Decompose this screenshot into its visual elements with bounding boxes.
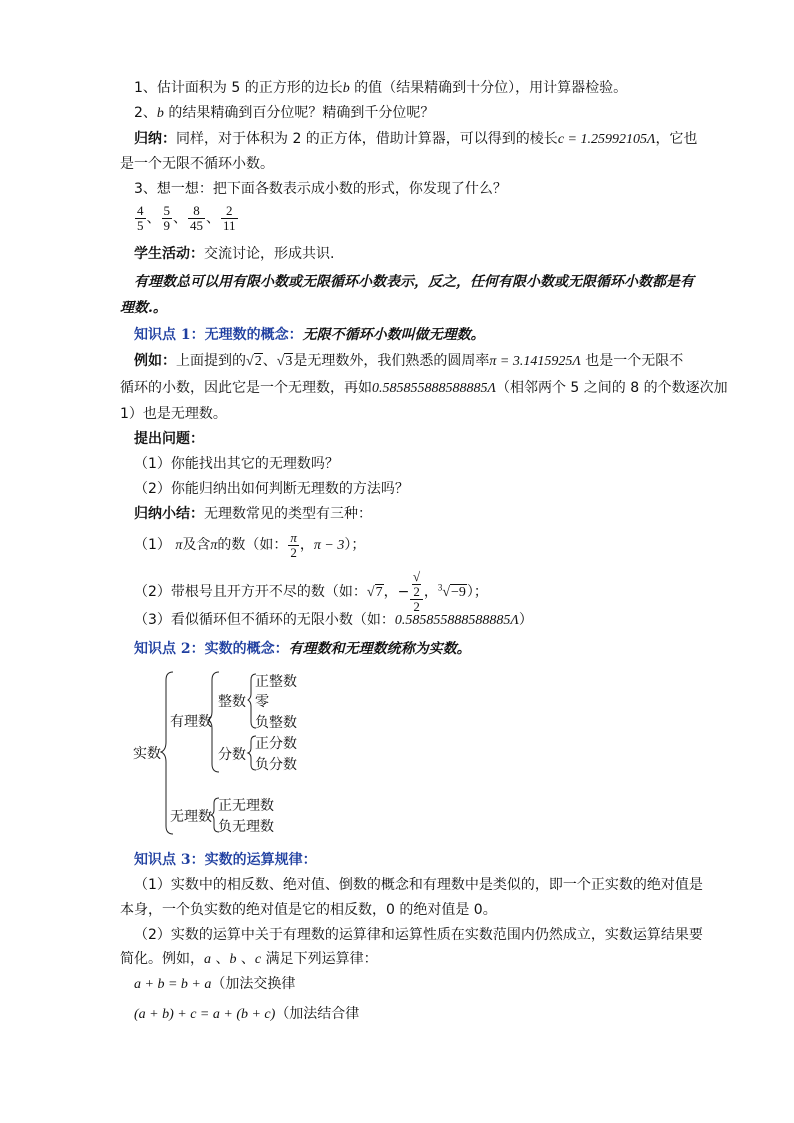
- example-line3: 1）也是无理数。: [120, 406, 227, 422]
- kp2-text: 有理数和无理数统称为实数。: [288, 641, 471, 657]
- questions-label-text: 提出问题：: [134, 431, 204, 447]
- pi-over-2-den: 2: [290, 544, 297, 560]
- tree-real-numbers: 实数: [133, 746, 161, 762]
- law-associative: [134, 1005, 359, 1024]
- example-line2-a: 循环的小数，因此它是一个无理数，再如: [120, 380, 372, 396]
- activity-text: 交流讨论，形成共识.: [204, 246, 335, 262]
- pi-over-2-num: π: [290, 529, 297, 545]
- tree-irrational: 无理数: [170, 809, 212, 825]
- separator: 、: [206, 210, 220, 227]
- question-method-text: （2）你能归纳出如何判断无理数的方法吗？: [134, 481, 409, 497]
- statement-line2: 理数.。: [120, 300, 167, 316]
- type3-text: （3）看似循环但不循环的无限小数（如：: [134, 612, 395, 628]
- fraction-1-den: 5: [137, 218, 144, 233]
- example-label: 例如：: [134, 353, 176, 369]
- q2-num: 2、: [134, 105, 157, 121]
- var-b: b: [156, 106, 164, 121]
- sqrt2-num: √ 2: [410, 570, 423, 600]
- rule-1-line2-text: 本身，一个负实数的绝对值是它的相反数，0 的绝对值是 0。: [120, 902, 497, 918]
- tree-positive-integer: 正整数: [255, 674, 297, 690]
- sqrt-3: √3: [276, 354, 293, 369]
- commutative-formula: a + b = b + a: [134, 977, 212, 992]
- type1-end: ）；: [344, 537, 366, 553]
- statement-line1: 有理数总可以用有限小数或无限循环小数表示，反之，任何有限小数或无限循环小数都是有: [134, 274, 694, 290]
- q1-text-a: 1、估计面积为 5 的正方形的边长: [134, 80, 343, 96]
- separator: 、: [173, 210, 187, 227]
- sqrt2-den: 2: [413, 599, 420, 614]
- type1-text-a: 及含: [182, 537, 211, 553]
- type2-end: ）；: [466, 584, 488, 600]
- cube-root-neg9: $^3$√−9: [437, 582, 466, 600]
- example-text-1: 上面提到的: [176, 353, 246, 369]
- comma: ，: [299, 537, 314, 553]
- tree-zero: 零: [255, 694, 269, 710]
- induction-label: 归纳：: [134, 131, 176, 147]
- q2-text: 的结果精确到百分位呢？精确到千分位呢？: [163, 105, 435, 121]
- sqrt2-radicand: 2: [413, 584, 420, 599]
- separator: 、: [146, 210, 161, 227]
- sqrt-2-radicand: 2: [254, 354, 262, 369]
- tree-positive-fraction: 正分数: [255, 736, 297, 752]
- kp1-label: 知识点 1：无理数的概念：: [134, 327, 303, 343]
- rule-2-line2: [120, 950, 378, 969]
- tree-negative-integer: 负整数: [255, 715, 297, 731]
- sqrt-2: √2: [246, 354, 262, 369]
- var-b: b: [342, 81, 350, 96]
- summary-label: 归纳小结：: [134, 506, 204, 522]
- rule-1-line2: [120, 901, 497, 919]
- example-text-4: 也是一个无限不: [580, 353, 684, 369]
- example-text-3: 是无理数外，我们熟悉的圆周率: [293, 353, 490, 369]
- pi-symbol: π: [175, 538, 183, 553]
- sqrt-7: √7: [366, 585, 383, 600]
- kp3-label: 知识点 3：实数的运算规律：: [134, 852, 317, 868]
- rule-2: [134, 926, 703, 944]
- fraction-3-den: 45: [190, 218, 203, 233]
- sqrt-7-radicand: 7: [375, 585, 383, 600]
- law-commutative: [134, 975, 295, 994]
- summary-text: 无理数常见的类型有三种：: [204, 506, 372, 522]
- type2-neg: ，−: [383, 584, 410, 600]
- commutative-name: （加法交换律: [211, 976, 296, 992]
- type1-prefix: （1）: [134, 537, 176, 553]
- separator: 、: [211, 951, 230, 967]
- knowledge-point-3: [134, 851, 317, 869]
- tree-negative-fraction: 负分数: [255, 757, 297, 773]
- cube-root-radicand: −9: [451, 585, 466, 600]
- tree-rational: 有理数: [170, 714, 212, 730]
- example-text-2: 、: [262, 353, 277, 369]
- rule-2-line1: （2）实数的运算中关于有理数的运算律和运算性质在实数范围内仍然成立，实数运算结果要: [134, 927, 703, 943]
- type1-text-b: 的数（如：: [217, 537, 288, 553]
- tree-negative-irrational: 负无理数: [218, 819, 274, 835]
- tree-fraction: 分数: [218, 747, 246, 763]
- q3-text: 3、想一想：把下面各数表示成小数的形式，你发现了什么？: [134, 181, 507, 197]
- rule-1: [134, 876, 703, 894]
- edge-formula: c = 1.25992105Λ: [557, 132, 656, 147]
- associative-formula: (a + b) + c = a + (b + c): [134, 1007, 276, 1022]
- cube-root-index: 3: [437, 582, 443, 593]
- fraction-1-num: 4: [137, 203, 144, 218]
- induction-text-a: 同样，对于体积为 2 的正方体，借助计算器，可以得到的棱长: [176, 131, 558, 147]
- separator: 、: [236, 951, 255, 967]
- associative-name: （加法结合律: [275, 1006, 360, 1022]
- fraction-4-den: 11: [223, 218, 236, 233]
- tree-integer: 整数: [218, 694, 246, 710]
- pi-value: π = 3.1415925Λ: [489, 354, 581, 369]
- var-c: c: [254, 952, 262, 967]
- fraction-2-den: 9: [163, 218, 170, 233]
- kp1-text: 无限不循环小数叫做无理数。: [302, 327, 485, 343]
- var-a: a: [204, 952, 211, 967]
- var-b: b: [229, 952, 237, 967]
- rule-1-line1: （1）实数中的相反数、绝对值、倒数的概念和有理数中是类似的，即一个正实数的绝对值是: [134, 877, 703, 893]
- activity-label: 学生活动：: [134, 246, 204, 262]
- comma: ，: [423, 584, 438, 600]
- kp2-label: 知识点 2：实数的概念：: [134, 641, 289, 657]
- pi-symbol: π: [210, 538, 218, 553]
- fraction-3-num: 8: [188, 204, 205, 219]
- type3-number: 0.585855888588885Λ: [394, 613, 519, 628]
- fraction-4-num: 2: [221, 204, 238, 219]
- induction-text-b: ，它也: [655, 131, 698, 147]
- example-number: 0.585855888588885Λ: [372, 381, 496, 396]
- type3-end: ）: [518, 612, 533, 628]
- question-find-text: （1）你能找出其它的无理数吗？: [134, 456, 339, 472]
- induction-line2: 是一个无限不循环小数。: [120, 156, 274, 172]
- pi-minus-3: π − 3: [313, 538, 345, 553]
- rule-2-line2-a: 简化。例如，: [120, 951, 204, 967]
- sqrt-3-radicand: 3: [285, 354, 293, 369]
- q1-text-b: 的值（结果精确到十分位），用计算器检验。: [349, 80, 628, 96]
- rule-2-line2-b: 满足下列运算律：: [261, 951, 378, 967]
- fraction-2-num: 5: [163, 203, 170, 218]
- example-line2-b: （相邻两个 5 之间的 8 的个数逐次加: [495, 380, 728, 396]
- type2-text: （2）带根号且开方开不尽的数（如：: [134, 584, 367, 600]
- tree-positive-irrational: 正无理数: [218, 798, 274, 814]
